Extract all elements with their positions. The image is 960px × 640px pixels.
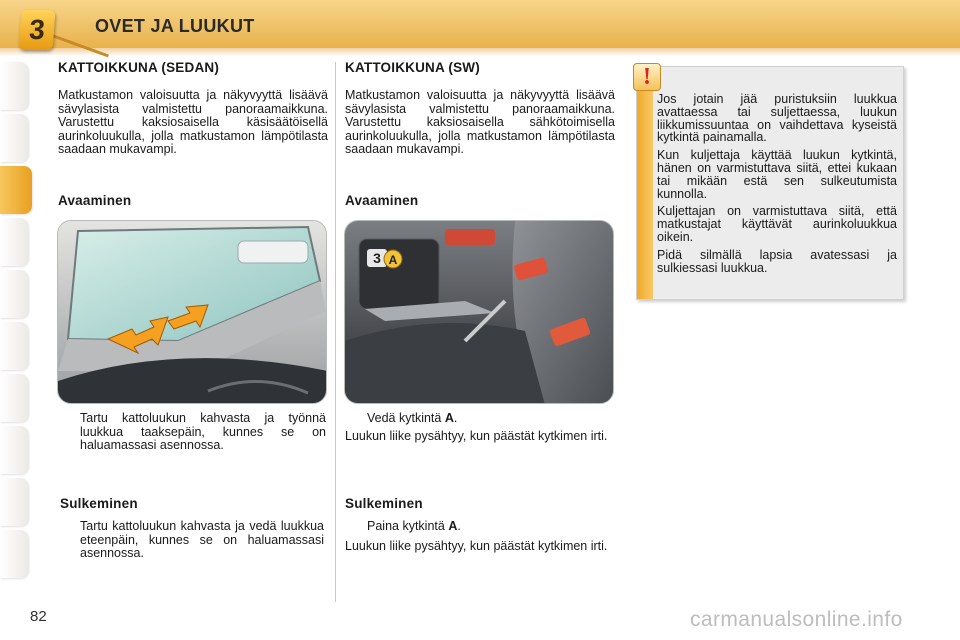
- sedan-intro: Matkustamon valoisuutta ja näkyvyyttä lisäävä sävylasista valmistettu panoraamaikkuna. Varustettu kaksiosaisella käsisäätöisellä aurinkoluukulla, jolla matkustamon lämpötilasta saadaan mukavampi.: [58, 88, 328, 157]
- sw-intro: Matkustamon valoisuutta ja näkyvyyttä lisäävä sävylasista valmistettu panoraamaikkuna. Varustettu kaksiosaisella sähkötoimisella aurinkoluukulla, jolla matkustamon lämpötilasta saadaan mukavampi.: [345, 88, 615, 157]
- sedan-closing-step: [58, 520, 324, 561]
- sedan-closing-heading: Sulkeminen: [60, 496, 138, 511]
- sedan-sunroof-photo: [57, 220, 327, 404]
- header-fade: [0, 48, 960, 56]
- chapter-tab-8[interactable]: [0, 426, 28, 474]
- sw-closing-step-text: Paina kytkintä: [367, 519, 445, 533]
- chapter-tab-7[interactable]: [0, 374, 28, 422]
- sw-opening-note: Luukun liike pysähtyy, kun päästät kytkimen irti.: [345, 429, 608, 443]
- sedan-sunroof-illustration: [58, 221, 327, 404]
- chapter-tab-4[interactable]: [0, 218, 28, 266]
- chapter-tab-1[interactable]: [0, 62, 28, 110]
- sedan-opening-heading: Avaaminen: [58, 193, 132, 208]
- sedan-opening-step-text: Tartu kattoluukun kahvasta ja työnnä luukkua taaksepäin, kunnes se on haluamassasi asennossa.: [80, 411, 326, 453]
- page-number: 82: [30, 608, 47, 625]
- sw-switch-photo: [344, 220, 614, 404]
- sw-closing-note: Luukun liike pysähtyy, kun päästät kytkimen irti.: [345, 539, 608, 553]
- sw-opening-step: Vedä kytkintä A.: [367, 411, 458, 425]
- sw-title: KATTOIKKUNA (SW): [345, 60, 480, 75]
- sw-closing-heading: Sulkeminen: [345, 496, 423, 511]
- chapter-tab-5[interactable]: [0, 270, 28, 318]
- chapter-tabs: [0, 62, 32, 582]
- warning-box: [636, 63, 904, 300]
- exclamation-icon: !: [633, 63, 661, 91]
- sedan-closing-step-text: Tartu kattoluukun kahvasta ja vedä luukkua eteenpäin, kunnes se on haluamassasi asennossa.: [80, 519, 324, 561]
- warning-paragraph-2: Kun kuljettaja käyttää luukun kytkintä, hänen on varmistuttava siitä, ettei kukaan tai mikään estä sen sulkeutumista kunnolla.: [657, 148, 897, 201]
- sedan-title: KATTOIKKUNA (SEDAN): [58, 60, 220, 75]
- sw-closing-step: Paina kytkintä A.: [367, 519, 461, 533]
- sw-image-callout: A: [388, 253, 398, 267]
- warning-strip: [637, 67, 653, 299]
- sw-opening-step-text: Vedä kytkintä: [367, 411, 442, 425]
- warning-paragraph-3: Kuljettajan on varmistuttava siitä, että matkustajat käyttävät aurinkoluukkua oikein.: [657, 204, 897, 244]
- sw-section: [345, 60, 615, 157]
- chapter-badge: [19, 10, 56, 50]
- sw-console-illustration: [345, 221, 614, 404]
- sw-image-badge: 3: [373, 250, 381, 266]
- watermark: carmanualsonline.info: [690, 608, 903, 631]
- warning-paragraph-4: Pidä silmällä lapsia avatessasi ja sulkiessasi luukkua.: [657, 247, 897, 275]
- page-title: OVET JA LUUKUT: [95, 16, 255, 36]
- chapter-tab-6[interactable]: [0, 322, 28, 370]
- sedan-opening-step: [58, 412, 326, 453]
- sedan-section: [58, 60, 328, 157]
- chapter-tab-9[interactable]: [0, 478, 28, 526]
- warning-paragraph-1: Jos jotain jää puristuksiin luukkua avattaessa tai suljettaessa, luukun liikkumissuuntaa on vaihdettava kyseistä kytkintä painamalla.: [657, 92, 897, 145]
- chapter-tab-10[interactable]: [0, 530, 28, 578]
- column-divider: [335, 62, 336, 602]
- sw-opening-heading: Avaaminen: [345, 193, 419, 208]
- warning-text: [657, 93, 897, 279]
- sw-closing-step-key: A: [448, 519, 458, 533]
- sw-opening-step-key: A: [444, 411, 454, 425]
- chapter-tab-3-active[interactable]: [0, 166, 32, 214]
- chapter-tab-2[interactable]: [0, 114, 28, 162]
- chapter-number: 3: [28, 14, 46, 45]
